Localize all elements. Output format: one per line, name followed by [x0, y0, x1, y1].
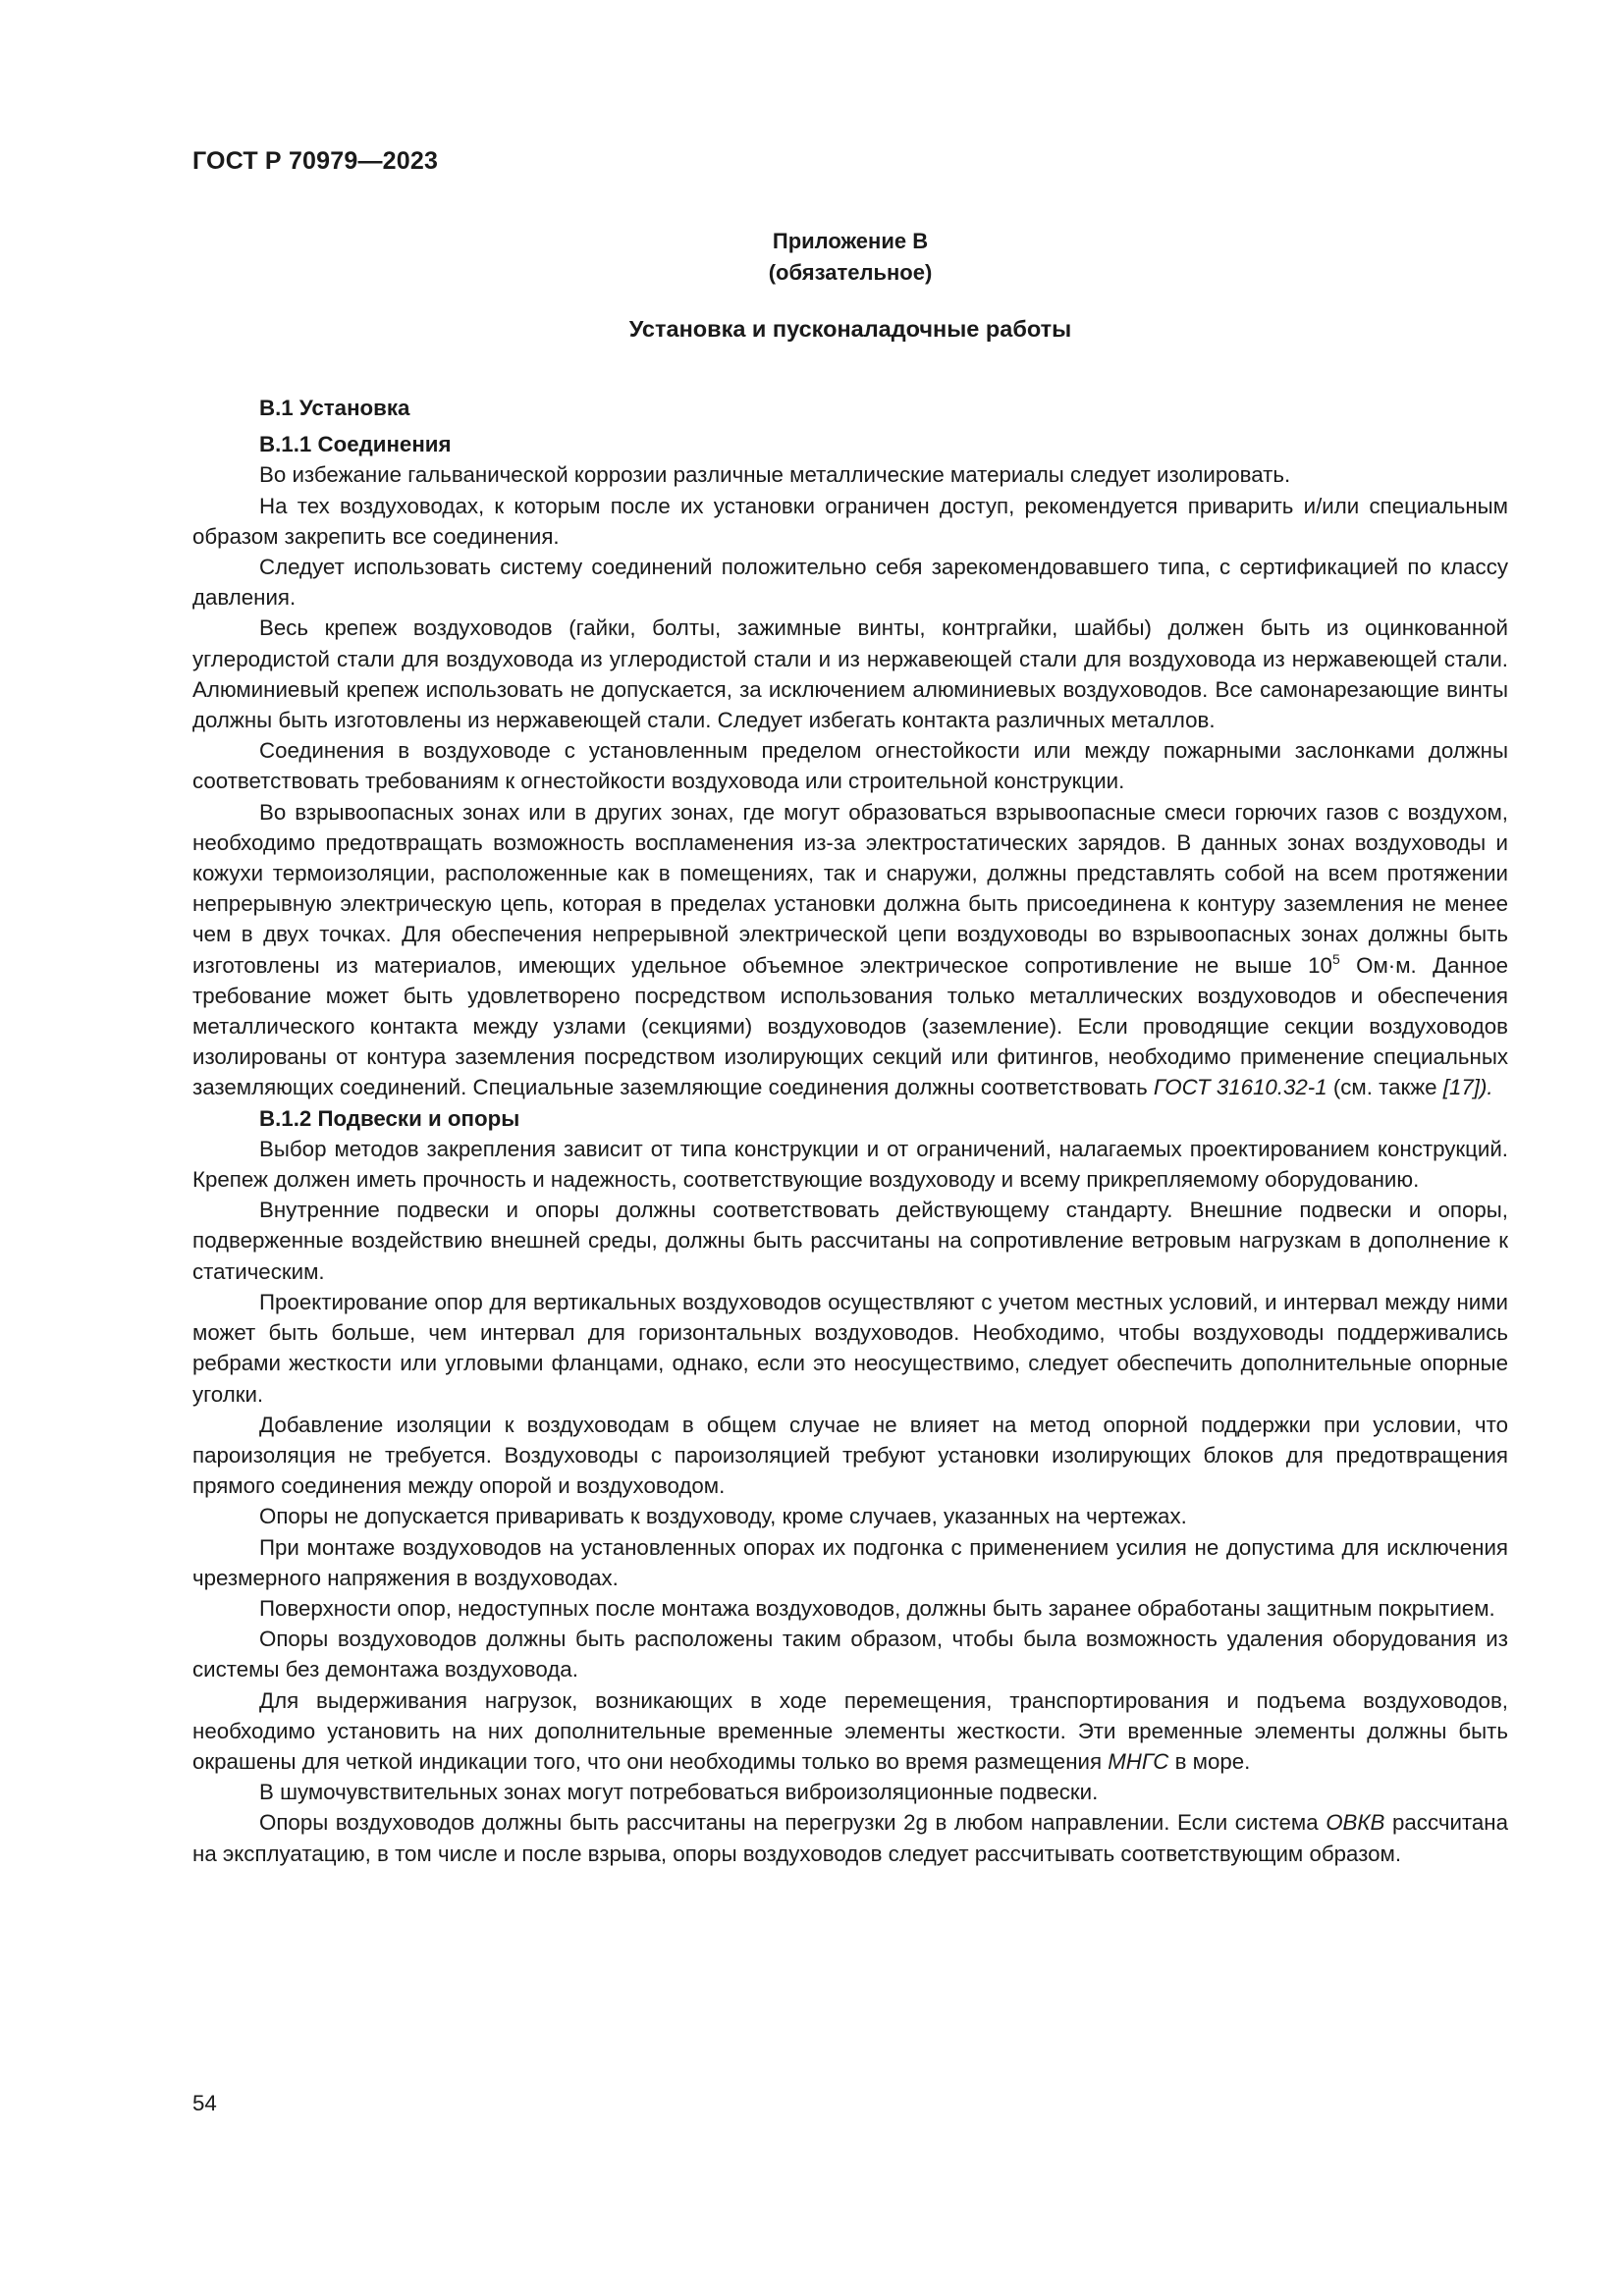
- paragraph: Проектирование опор для вертикальных воздуховодов осуществляют с учетом местных условий, и интервал между ними может быть больше, чем интервал для горизонтальных воздуховодов. Необходимо, чтобы воздуховоды поддерживались ребрами жесткости или угловыми фланцами, однако, если это неосуществимо, следует обеспечить дополнительные опорные уголки.: [192, 1289, 1508, 1407]
- text-run: Опоры воздуховодов должны быть рассчитаны на перегрузки 2g в любом направлении. Если система: [259, 1810, 1326, 1836]
- standard-reference: ГОСТ 31610.32-1: [1153, 1075, 1327, 1100]
- paragraph: На тех воздуховодах, к которым после их установки ограничен доступ, рекомендуется приварить и/или специальным образом закрепить все соединения.: [192, 493, 1508, 549]
- section-title: Установка и пусконаладочные работы: [628, 316, 1072, 342]
- paragraph-grounding: [192, 797, 1508, 1103]
- abbreviation: МНГС: [1108, 1748, 1169, 1774]
- paragraph: Следует использовать систему соединений положительно себя зарекомендовавшего типа, с сертификацией по классу давления.: [192, 555, 1508, 611]
- paragraph: [192, 1685, 1508, 1778]
- paragraph: Выбор методов закрепления зависит от типа конструкции и от ограничений, налагаемых проектированием конструкций. Крепеж должен иметь прочность и надежность, соответствующие воздуховоду и всему прикрепляемому оборудованию.: [192, 1136, 1508, 1193]
- appendix-title: Приложение В: [772, 229, 929, 253]
- paragraph: Поверхности опор, недоступных после монтажа воздуховодов, должны быть заранее обработаны защитным покрытием.: [259, 1595, 1495, 1621]
- paragraph: Опоры воздуховодов должны быть расположены таким образом, чтобы была возможность удаления оборудования из системы без демонтажа воздуховода.: [192, 1627, 1508, 1682]
- clause-b1-heading: В.1 Установка: [259, 396, 410, 420]
- clause-b12-heading: В.1.2 Подвески и опоры: [259, 1105, 520, 1131]
- text-run: рассчитана на эксплуатацию, в том числе и после взрыва, опоры воздуховодов следует рассчитывать соответствующим образом.: [192, 1810, 1508, 1866]
- text-run: Для выдерживания нагрузок, возникающих в ходе перемещения, транспортирования и подъема воздуховодов, необходимо установить на них дополнительные временные элементы жесткости. Эти временные элементы должны быть окрашены для четкой индикации того, что они необходимы только во время размещения: [192, 1687, 1508, 1774]
- paragraph: Соединения в воздуховоде с установленным пределом огнестойкости или между пожарными заслонками должны соответствовать требованиям к огнестойкости воздуховода или строительной конструкции.: [192, 738, 1508, 794]
- paragraph: Внутренние подвески и опоры должны соответствовать действующему стандарту. Внешние подвески и опоры, подверженные воздействию внешней среды, должны быть рассчитаны на сопротивление ветровым нагрузкам в дополнение к статическим.: [192, 1198, 1508, 1284]
- paragraph: В шумочувствительных зонах могут потребоваться виброизоляционные подвески.: [259, 1780, 1099, 1805]
- text-run: Во взрывоопасных зонах или в других зонах, где могут образоваться взрывоопасные смеси горючих газов с воздухом, необходимо предотвращать возможность воспламенения из-за электростатических зарядов. В данных зонах воздуховоды и кожухи термоизоляции, расположенные как в помещениях, так и снаружи, должны представлять собой на всем протяжении непрерывную электрическую цепь, которая в пределах установки должна быть присоединена к контуру заземления не менее чем в двух точках. Для обеспечения непрерывной электрической цепи воздуховоды во взрывоопасных зонах должны быть изготовлены из материалов, имеющих удельное объемное электрическое сопротивление не выше 10: [192, 799, 1508, 978]
- exponent: 5: [1331, 950, 1340, 967]
- appendix-heading: [192, 226, 1508, 289]
- text-run: в море.: [1168, 1748, 1251, 1774]
- clause-b11-heading: В.1.1 Соединения: [259, 432, 452, 457]
- paragraph: Добавление изоляции к воздуховодам в общем случае не влияет на метод опорной поддержки при условии, что пароизоляция не требуется. Воздуховоды с пароизоляцией требуют установки изолирующих блоков для предотвращения прямого соединения между опорой и воздуховодом.: [192, 1412, 1508, 1499]
- page-number: 54: [192, 2091, 217, 2115]
- text-run: (см. также: [1326, 1075, 1443, 1100]
- abbreviation: ОВКВ: [1326, 1810, 1385, 1836]
- document-body: [192, 393, 1508, 1869]
- paragraph: [192, 1807, 1508, 1868]
- bibliography-reference: [17]).: [1442, 1075, 1493, 1100]
- appendix-status: (обязательное): [768, 260, 933, 285]
- paragraph: Весь крепеж воздуховодов (гайки, болты, зажимные винты, контргайки, шайбы) должен быть из оцинкованной углеродистой стали для воздуховода из углеродистой стали и из нержавеющей стали для воздуховода из нержавеющей стали. Алюминиевый крепеж использовать не допускается, за исключением алюминиевых воздуховодов. Все самонарезающие винты должны быть изготовлены из нержавеющей стали. Следует избегать контакта различных металлов.: [192, 615, 1508, 733]
- paragraph: Во избежание гальванической коррозии различные металлические материалы следует изолировать.: [259, 462, 1291, 488]
- paragraph: Опоры не допускается приваривать к воздуховоду, кроме случаев, указанных на чертежах.: [259, 1504, 1187, 1529]
- text-run: Ом·м. Данное требование может быть удовлетворено посредством использования только металлических воздуховодов и обеспечения металлического контакта между узлами (секциями) воздуховодов (заземление). Если проводящие секции воздуховодов изолированы от контура заземления посредством изолирующих секций или фитингов, необходимо применение специальных заземляющих соединений. Специальные заземляющие соединения должны соответствовать: [192, 952, 1508, 1100]
- standard-designation: ГОСТ Р 70979—2023: [192, 147, 439, 175]
- paragraph: При монтаже воздуховодов на установленных опорах их подгонка с применением усилия не допустима для исключения чрезмерного напряжения в воздуховодах.: [192, 1534, 1508, 1590]
